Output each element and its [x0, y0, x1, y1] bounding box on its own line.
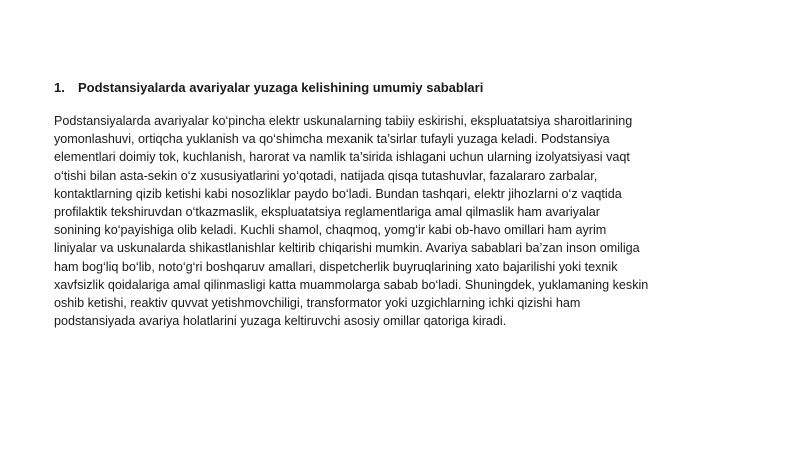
paragraph-line: Podstansiyalarda avariyalar ko‘pincha elektr uskunalarning tabiiy eskirishi, ekspluatatsiya sharoitlarining: [54, 114, 633, 128]
body-paragraph: [54, 112, 714, 330]
paragraph-line: kontaktlarning qizib ketishi kabi nosozliklar paydo bo‘ladi. Bundan tashqari, elektr jihozlarni o‘z vaqtida: [54, 186, 622, 201]
paragraph-line: profilaktik tekshiruvdan o‘tkazmaslik, ekspluatatsiya reglamentlariga amal qilmaslik ham avariyalar: [54, 205, 600, 220]
paragraph-line: xavfsizlik qoidalariga amal qilinmasligi katta muammolarga sabab bo‘ladi. Shuningdek, yuklamaning keskin: [54, 277, 649, 292]
paragraph-line: liniyalar va uskunalarda shikastlanishlar keltirib chiqarishi mumkin. Avariya sabablari ba’zan inson omiliga: [54, 241, 640, 256]
paragraph-line: oshib ketishi, reaktiv quvvat yetishmovchiligi, transformator yoki uzgichlarning ichki qizishi ham: [54, 296, 581, 311]
paragraph-line: podstansiyada avariya holatlarini yuzaga keltiruvchi asosiy omillar qatoriga kiradi.: [54, 314, 507, 329]
heading-number: 1.: [54, 80, 65, 95]
paragraph-line: sonining ko‘payishiga olib keladi. Kuchli shamol, chaqmoq, yomg‘ir kabi ob-havo omillari ham ayrim: [54, 223, 607, 238]
heading-title: Podstansiyalarda avariyalar yuzaga kelishining umumiy sabablari: [78, 80, 484, 95]
paragraph-line: yomonlashuvi, ortiqcha yuklanish va qo‘shimcha mexanik ta’sirlar tufayli yuzaga keladi. Podstansiya: [54, 132, 610, 147]
paragraph-line: ham bog‘liq bo‘lib, noto‘g‘ri boshqaruv amallari, dispetcherlik buyruqlarining xato bajarilishi yoki texnik: [54, 259, 618, 274]
section-heading: [54, 79, 754, 97]
paragraph-line: o‘tishi bilan asta-sekin o‘z xususiyatlarini yo‘qotadi, natijada qisqa tutashuvlar, fazalararo zarbalar,: [54, 168, 598, 183]
paragraph-line: elementlari doimiy tok, kuchlanish, harorat va namlik ta’sirida ishlagani uchun ularning izolyatsiyasi vaqt: [54, 150, 630, 165]
